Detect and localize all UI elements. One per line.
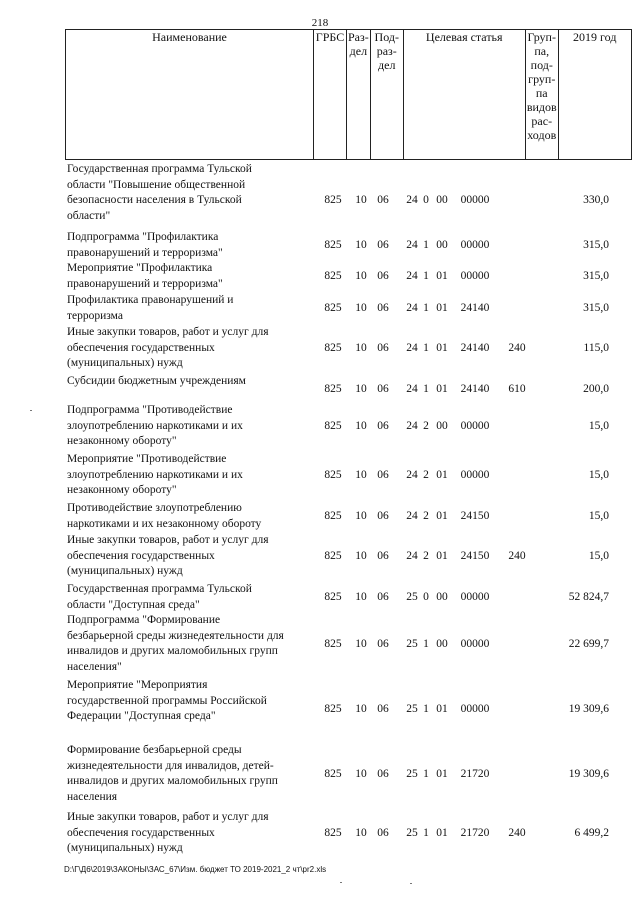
cell-t3: 01	[436, 469, 448, 481]
row-name	[67, 533, 307, 580]
row-name	[67, 325, 307, 372]
row-name	[67, 582, 307, 613]
cell-podrazdel: 06	[377, 469, 389, 481]
row-name	[67, 501, 307, 532]
cell-razdel: 10	[355, 469, 367, 481]
header-podrazdel: Под- раз- дел	[370, 30, 403, 160]
cell-t2: 1	[423, 302, 429, 314]
scan-speck	[30, 410, 32, 411]
cell-podrazdel: 06	[377, 591, 389, 603]
cell-grbs: 825	[324, 194, 342, 206]
cell-podrazdel: 06	[377, 383, 389, 395]
row-name	[67, 162, 307, 224]
row-name-line: (муниципальных) нужд	[67, 357, 183, 369]
cell-t3: 01	[436, 827, 448, 839]
cell-t2: 1	[423, 270, 429, 282]
cell-t2: 1	[423, 239, 429, 251]
cell-amount: 330,0	[583, 194, 609, 206]
cell-grbs: 825	[324, 550, 342, 562]
row-name-line: наркотиками и их незаконному обороту	[67, 517, 262, 530]
scan-speck	[410, 883, 412, 884]
cell-t2: 2	[423, 510, 429, 522]
row-name	[67, 374, 307, 390]
row-name-line: безопасности населения в Тульской	[67, 194, 242, 206]
cell-amount: 15,0	[588, 420, 609, 432]
cell-podrazdel: 06	[377, 703, 389, 715]
cell-vr: 240	[508, 342, 526, 354]
row-name-line: инвалидов и других маломобильных групп	[67, 775, 278, 787]
scan-speck	[340, 882, 342, 883]
cell-t2: 1	[423, 827, 429, 839]
row-name-line: Подпрограмма "Формирование	[67, 614, 221, 626]
row-name-line: Подпрограмма "Противодействие	[67, 404, 233, 416]
cell-t3: 01	[436, 550, 448, 562]
cell-amount: 315,0	[583, 270, 609, 282]
cell-t2: 1	[423, 703, 429, 715]
cell-t1: 25	[406, 827, 418, 839]
footer-path: D:\Г\Д6\2019\ЗАКОНЫ\ЗАС_67\Изм. бюджет ТО 2019-2021_2 чт\pr2.xls	[64, 865, 327, 874]
cell-t4: 00000	[460, 638, 490, 650]
row-name-line: (муниципальных) нужд	[67, 842, 183, 854]
row-name-line: безбарьерной среды жизнедеятельности для	[67, 629, 284, 642]
cell-amount: 315,0	[583, 302, 609, 314]
row-name-line: Формирование безбарьерной среды	[67, 744, 242, 756]
row-name-line: Профилактика правонарушений и	[67, 294, 234, 306]
cell-grbs: 825	[324, 420, 342, 432]
cell-grbs: 825	[324, 270, 342, 282]
cell-t4: 24150	[460, 550, 490, 562]
cell-t1: 25	[406, 638, 418, 650]
cell-t3: 01	[436, 302, 448, 314]
cell-grbs: 825	[324, 383, 342, 395]
cell-amount: 315,0	[583, 239, 609, 251]
row-name	[67, 261, 307, 292]
cell-grbs: 825	[324, 768, 342, 780]
header-target: Целевая статья	[403, 30, 525, 160]
row-name-line: Субсидии бюджетным учреждениям	[67, 375, 246, 387]
row-name-line: Мероприятие "Противодействие	[67, 453, 227, 465]
cell-amount: 15,0	[588, 550, 609, 562]
row-name-line: населения"	[67, 660, 122, 673]
cell-t2: 1	[423, 638, 429, 650]
cell-t3: 00	[436, 591, 448, 603]
row-name	[67, 452, 307, 499]
cell-t1: 24	[406, 550, 418, 562]
cell-t1: 25	[406, 768, 418, 780]
cell-grbs: 825	[324, 510, 342, 522]
cell-razdel: 10	[355, 638, 367, 650]
cell-t2: 2	[423, 420, 429, 432]
cell-razdel: 10	[355, 383, 367, 395]
cell-razdel: 10	[355, 550, 367, 562]
cell-podrazdel: 06	[377, 302, 389, 314]
row-name-line: государственной программы Российской	[67, 694, 267, 707]
row-name-line: области"	[67, 209, 111, 222]
cell-t4: 24140	[460, 342, 490, 354]
row-name-line: злоупотреблению наркотиками и их	[67, 419, 243, 432]
cell-t3: 01	[436, 510, 448, 522]
row-name	[67, 230, 307, 261]
cell-t4: 24150	[460, 510, 490, 522]
cell-amount: 15,0	[588, 510, 609, 522]
cell-razdel: 10	[355, 420, 367, 432]
cell-amount: 15,0	[588, 469, 609, 481]
cell-amount: 52 824,7	[568, 591, 609, 603]
cell-t3: 00	[436, 638, 448, 650]
cell-amount: 6 499,2	[574, 827, 609, 839]
row-name-line: Федерации "Доступная среда"	[67, 710, 216, 722]
cell-grbs: 825	[324, 703, 342, 715]
row-name-line: обеспечения государственных	[67, 826, 215, 839]
cell-razdel: 10	[355, 827, 367, 839]
cell-t1: 25	[406, 703, 418, 715]
cell-t2: 0	[423, 591, 429, 603]
cell-grbs: 825	[324, 302, 342, 314]
row-name-line: населения	[67, 790, 118, 803]
cell-grbs: 825	[324, 469, 342, 481]
cell-t4: 00000	[460, 239, 490, 251]
cell-t1: 24	[406, 469, 418, 481]
row-name-line: Мероприятие "Профилактика	[67, 262, 213, 274]
cell-t1: 24	[406, 239, 418, 251]
row-name-line: незаконному обороту"	[67, 435, 177, 447]
cell-podrazdel: 06	[377, 550, 389, 562]
cell-t2: 1	[423, 768, 429, 780]
cell-razdel: 10	[355, 194, 367, 206]
table-header	[65, 29, 632, 160]
row-name-line: (муниципальных) нужд	[67, 565, 183, 577]
cell-razdel: 10	[355, 510, 367, 522]
row-name-line: Государственная программа Тульской	[67, 583, 252, 595]
cell-podrazdel: 06	[377, 342, 389, 354]
cell-podrazdel: 06	[377, 638, 389, 650]
cell-t2: 0	[423, 194, 429, 206]
cell-vr: 610	[508, 383, 526, 395]
cell-t4: 24140	[460, 383, 490, 395]
cell-t1: 24	[406, 510, 418, 522]
cell-t1: 24	[406, 420, 418, 432]
header-name: Наименование	[66, 30, 314, 160]
header-group: Груп- па, под- груп- па видов рас- ходов	[525, 30, 558, 160]
cell-t3: 00	[436, 420, 448, 432]
row-name-line: правонарушений и терроризма"	[67, 246, 223, 259]
cell-podrazdel: 06	[377, 510, 389, 522]
cell-t4: 00000	[460, 469, 490, 481]
row-name-line: обеспечения государственных	[67, 549, 215, 562]
row-name	[67, 743, 307, 805]
cell-amount: 19 309,6	[568, 703, 609, 715]
cell-t1: 24	[406, 270, 418, 282]
cell-razdel: 10	[355, 591, 367, 603]
row-name-line: Иные закупки товаров, работ и услуг для	[67, 326, 269, 338]
cell-t3: 01	[436, 768, 448, 780]
cell-razdel: 10	[355, 239, 367, 251]
cell-t4: 24140	[460, 302, 490, 314]
cell-grbs: 825	[324, 827, 342, 839]
row-name-line: злоупотреблению наркотиками и их	[67, 468, 243, 481]
cell-t4: 00000	[460, 703, 490, 715]
cell-t4: 00000	[460, 270, 490, 282]
row-name-line: терроризма	[67, 309, 123, 322]
cell-t4: 00000	[460, 194, 490, 206]
cell-t3: 01	[436, 342, 448, 354]
cell-podrazdel: 06	[377, 194, 389, 206]
row-name	[67, 810, 307, 857]
cell-razdel: 10	[355, 768, 367, 780]
cell-t1: 24	[406, 383, 418, 395]
row-name-line: Иные закупки товаров, работ и услуг для	[67, 811, 269, 823]
header-grbs: ГРБС	[314, 30, 347, 160]
row-name	[67, 403, 307, 450]
cell-t3: 00	[436, 239, 448, 251]
cell-grbs: 825	[324, 239, 342, 251]
cell-t3: 01	[436, 383, 448, 395]
cell-amount: 19 309,6	[568, 768, 609, 780]
cell-t4: 21720	[460, 827, 490, 839]
cell-t3: 01	[436, 703, 448, 715]
cell-podrazdel: 06	[377, 420, 389, 432]
row-name-line: Подпрограмма "Профилактика	[67, 231, 219, 243]
row-name-line: обеспечения государственных	[67, 341, 215, 354]
cell-razdel: 10	[355, 342, 367, 354]
cell-t1: 25	[406, 591, 418, 603]
cell-t2: 1	[423, 342, 429, 354]
cell-razdel: 10	[355, 270, 367, 282]
cell-t3: 00	[436, 194, 448, 206]
row-name-line: правонарушений и терроризма"	[67, 277, 223, 290]
cell-amount: 200,0	[583, 383, 609, 395]
row-name-line: Государственная программа Тульской	[67, 163, 252, 175]
cell-t1: 24	[406, 342, 418, 354]
cell-amount: 115,0	[583, 342, 609, 354]
row-name-line: области "Доступная среда"	[67, 598, 200, 611]
row-name-line: Мероприятие "Мероприятия	[67, 679, 208, 691]
cell-podrazdel: 06	[377, 270, 389, 282]
row-name	[67, 678, 307, 725]
row-name-line: области "Повышение общественной	[67, 178, 246, 191]
cell-t1: 24	[406, 302, 418, 314]
cell-grbs: 825	[324, 342, 342, 354]
cell-razdel: 10	[355, 703, 367, 715]
cell-t2: 2	[423, 469, 429, 481]
cell-podrazdel: 06	[377, 239, 389, 251]
cell-vr: 240	[508, 550, 526, 562]
cell-t1: 24	[406, 194, 418, 206]
header-razdel: Раз- дел	[347, 30, 371, 160]
cell-t2: 2	[423, 550, 429, 562]
cell-t4: 00000	[460, 420, 490, 432]
cell-podrazdel: 06	[377, 827, 389, 839]
cell-razdel: 10	[355, 302, 367, 314]
row-name-line: Иные закупки товаров, работ и услуг для	[67, 534, 269, 546]
row-name-line: жизнедеятельности для инвалидов, детей-	[67, 759, 274, 772]
cell-grbs: 825	[324, 638, 342, 650]
cell-grbs: 825	[324, 591, 342, 603]
cell-t3: 01	[436, 270, 448, 282]
cell-t2: 1	[423, 383, 429, 395]
cell-vr: 240	[508, 827, 526, 839]
row-name-line: Противодействие злоупотреблению	[67, 502, 242, 514]
cell-amount: 22 699,7	[568, 638, 609, 650]
row-name	[67, 613, 307, 675]
cell-t4: 21720	[460, 768, 490, 780]
cell-podrazdel: 06	[377, 768, 389, 780]
row-name-line: незаконному обороту"	[67, 484, 177, 496]
cell-t4: 00000	[460, 591, 490, 603]
row-name-line: инвалидов и других маломобильных групп	[67, 645, 278, 657]
header-year: 2019 год	[558, 30, 631, 160]
page-number: 218	[311, 17, 329, 29]
row-name	[67, 293, 307, 324]
